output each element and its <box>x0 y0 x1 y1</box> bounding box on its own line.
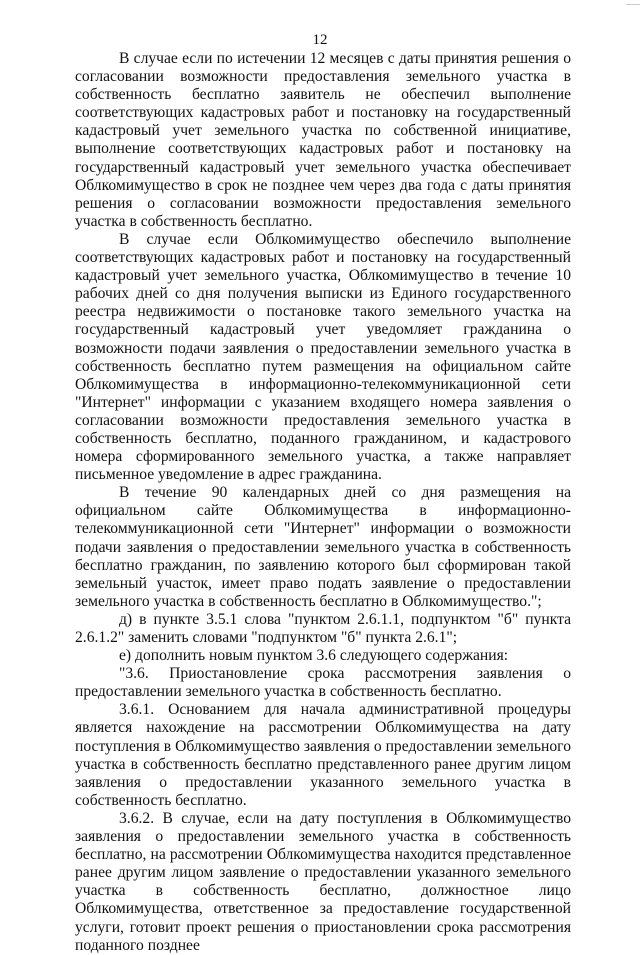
paragraph: "3.6. Приостановление срока рассмотрения заявления о предоставлении земельного участка в собственность бесплатно. <box>75 665 571 701</box>
paragraph: 3.6.2. В случае, если на дату поступления в Облкомимущество заявления о предоставлении земельного участка в собственность бесплатно, на рассмотрении Облкомимущества находится представленное ранее другим лицом заявление о предоставлении указанного земельного участка в собственность бесплатно, должностное лицо Облкомимущества, ответственное за предоставление государственной услуги, готовит проект решения о приостановлении срока рассмотрения поданного позднее <box>75 809 571 954</box>
paragraph: е) дополнить новым пунктом 3.6 следующего содержания: <box>119 647 509 665</box>
paragraph: В случае если Облкомимущество обеспечило выполнение соответствующих кадастровых работ и постановку на государственный кадастровый учет земельного участка, Облкомимущество в течение 10 рабочих дней со дня получения выписки из Единого государственного реестра недвижимости о постановке такого земельного участка на государственный кадастровый учет уведомляет гражданина о возможности подачи заявления о предоставлении земельного участка в собственность бесплатно путем размещения на официальном сайте Облкомимущества в информационно-телекоммуникационной сети "Интернет" информации с указанием входящего номера заявления о согласовании возможности предоставления земельного участка в собственность бесплатно, поданного гражданином, и кадастрового номера сформированного земельного участка, а также направляет письменное уведомление в адрес гражданина. <box>75 230 571 484</box>
paragraph: В случае если по истечении 12 месяцев с даты принятия решения о согласовании возможности предоставления земельного участка в собственность бесплатно заявитель не обеспечил выполнение соответствующих кадастровых работ и постановку на государственный кадастровый учет земельного участка по собственной инициативе, выполнение соответствующих кадастровых работ и постановку на государственный кадастровый учет земельного участка обеспечивает Облкомимущество в срок не позднее чем через два года с даты принятия решения о согласовании возможности предоставления земельного участка в собственность бесплатно. <box>75 50 571 230</box>
paragraph: В течение 90 календарных дней со дня размещения на официальном сайте Облкомимущества в информационно-телекоммуникационной сети "Интернет" информации о возможности подачи заявления о предоставлении земельного участка в собственность бесплатно гражданин, по заявлению которого был сформирован такой земельный участок, имеет право подать заявление о предоставлении земельного участка в собственность бесплатно в Облкомимущество."; <box>75 484 571 610</box>
document-body <box>75 50 571 955</box>
paragraph: 3.6.1. Основанием для начала административной процедуры является нахождение на рассмотрении Облкомимущества на дату поступления в Облкомимущество заявления о предоставлении земельного участка в собственность бесплатно представленного ранее другим лицом заявления о предоставлении указанного земельного участка в собственность бесплатно. <box>75 701 571 809</box>
page-number: 12 <box>312 32 328 48</box>
paragraph: д) в пункте 3.5.1 слова "пунктом 2.6.1.1, подпунктом "б" пункта 2.6.1.2" заменить словами "подпунктом "б" пункта 2.6.1"; <box>75 610 571 646</box>
scan-corner-mark <box>626 4 640 5</box>
